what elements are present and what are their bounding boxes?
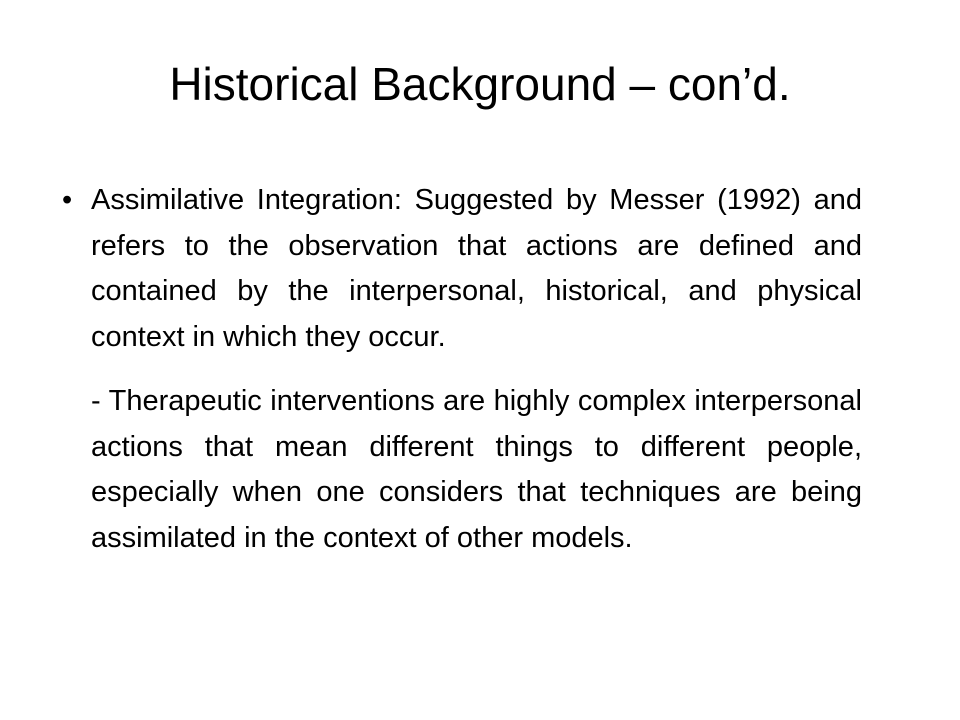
slide-title: Historical Background – con’d. xyxy=(169,58,791,110)
bullet-item xyxy=(62,178,862,360)
bullet-icon: • xyxy=(62,184,73,216)
bullet-continuation-paragraph: - Therapeutic interventions are highly complex interpersonal actions that mean different things to different people, especially when one considers that techniques are being assimilated in the context of other models. xyxy=(91,385,862,554)
bullet-text: Assimilative Integration: Suggested by Messer (1992) and refers to the observation that actions are defined and contained by the interpersonal, historical, and physical context in which they occur. xyxy=(91,184,862,353)
bullet-list xyxy=(62,178,862,561)
